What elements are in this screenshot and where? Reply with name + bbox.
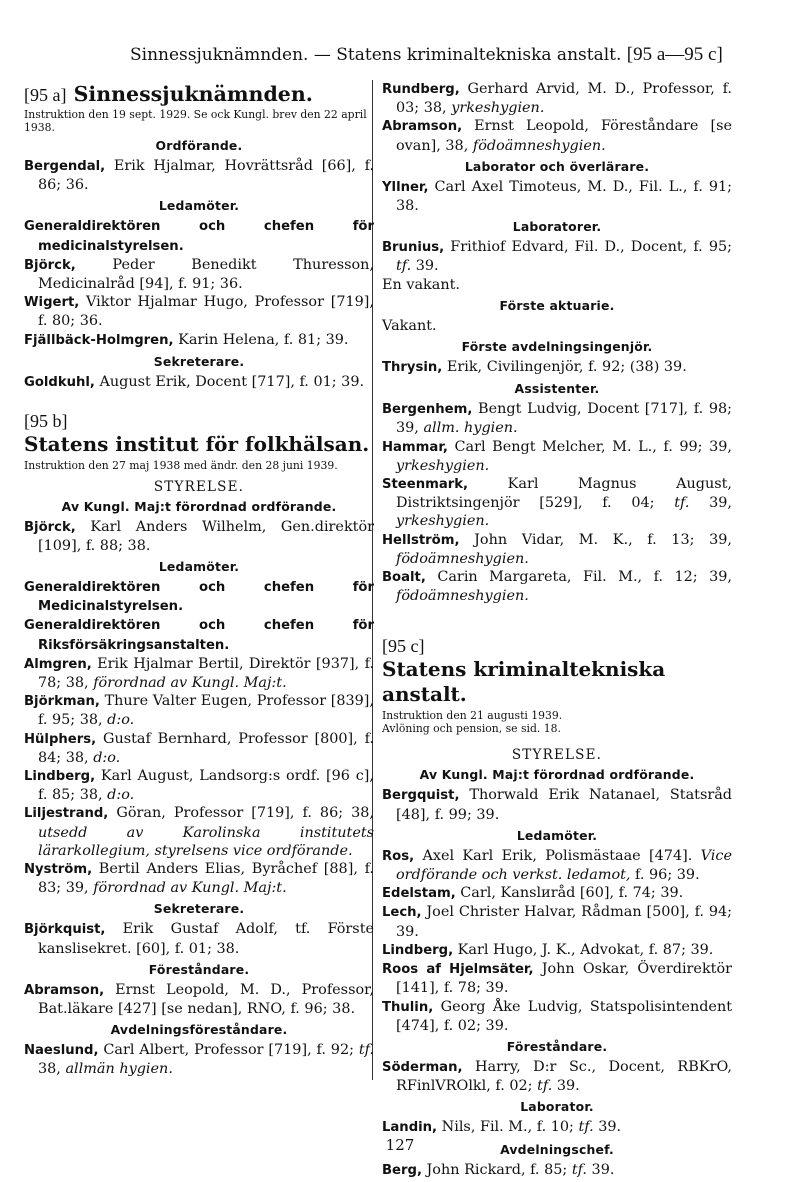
page-number: 127: [385, 1136, 415, 1154]
entry-details: Erik, Civilingenjör, f. 92; (38) 39.: [442, 359, 687, 376]
entry: [382, 1058, 732, 1095]
running-header: [130, 44, 730, 66]
entry-name: Thulin,: [382, 999, 434, 1015]
entry-name: Rundberg,: [382, 82, 460, 97]
entry-details: 38,: [38, 1061, 66, 1078]
entry-details: Erik Hjalmar, Hovrättsråd [66], f. 86; 36.: [38, 158, 374, 194]
entry-details: 39.: [593, 1119, 622, 1136]
entry: [24, 578, 374, 616]
entry-note: tf.: [571, 1161, 587, 1178]
entry-name: Abramson,: [382, 119, 463, 135]
heading-forestandare: Föreståndare.: [506, 1038, 608, 1054]
entry-name: Generaldirektören och chefen för medicinalstyrelsen.: [24, 219, 374, 254]
entry-details: Göran, Professor [719], f. 86; 38,: [108, 805, 374, 822]
entry: [24, 616, 374, 654]
entry-note: födoämneshygien.: [396, 550, 529, 567]
entry-details: Gerhard Arvid, M. D., Professor, f. 03; 38,: [396, 81, 732, 117]
heading-laboratorer: Laboratorer.: [512, 219, 602, 235]
entry-name: Lech,: [382, 905, 422, 921]
entry-note: tf.: [396, 258, 412, 275]
heading-ledamoter: Ledamöter.: [158, 558, 240, 574]
entry: [24, 692, 374, 729]
heading-styrelse: STYRELSE.: [511, 747, 603, 764]
entry: [24, 217, 374, 255]
entry-name: Hammar,: [382, 439, 448, 455]
entry-name: Naeslund,: [24, 1043, 99, 1059]
entry: [24, 256, 374, 293]
entry-note: yrkeshygien.: [396, 457, 490, 474]
entry-details: 39.: [552, 1078, 580, 1095]
heading-forste-aktuarie: Förste aktuarie.: [499, 297, 615, 313]
entry-name: Roos af Hjelmsäter,: [382, 962, 534, 978]
section-gap: [382, 605, 732, 617]
entry-name: Liljestrand,: [24, 806, 109, 822]
entry-note: födoämneshygien.: [472, 137, 606, 154]
heading-ledamoter: Ledamöter.: [158, 198, 240, 214]
entry-name: Wigert,: [24, 295, 80, 311]
entry-note: d:o.: [107, 787, 135, 804]
section-ref: [95 a]: [24, 85, 67, 105]
entry-note: allm. hygien.: [423, 420, 518, 437]
heading-sekreterare: Sekreterare.: [153, 901, 245, 917]
entry: [382, 238, 732, 275]
heading-forestandare: Föreståndare.: [148, 961, 250, 977]
entry-name: Almgren,: [24, 656, 92, 672]
entry: [382, 1118, 732, 1137]
entry: [24, 804, 374, 860]
entry: [24, 981, 374, 1018]
section-ref: [95 c]: [382, 636, 425, 657]
instruction-note: Instruktion den 27 maj 1938 med ändr. den 28 juni 1939.: [24, 459, 338, 473]
header-section-ref: [95 a—95 c]: [626, 44, 723, 65]
entry: [382, 117, 732, 154]
entry-note: yrkeshygien.: [396, 513, 490, 530]
entry: [24, 331, 374, 350]
entry-details: f. 96; 39.: [630, 867, 700, 884]
entry-details: Axel Karl Erik, Polismästaae [474].: [414, 847, 701, 864]
entry: [382, 80, 732, 117]
instruction-note: Instruktion den 21 augusti 1939.: [382, 709, 563, 723]
heading-ordforande: Ordförande.: [155, 138, 243, 153]
entry: [382, 178, 732, 215]
entry: [24, 293, 374, 330]
entry-details: Karl Hugo, J. K., Advokat, f. 87; 39.: [453, 941, 714, 958]
entry: [382, 998, 732, 1035]
entry-note: tf.: [578, 1119, 594, 1136]
entry-details: Carl Bengt Melcher, M. L., f. 99; 39,: [447, 438, 732, 455]
entry-name: Abramson,: [24, 982, 105, 998]
entry: [24, 860, 374, 897]
entry-name: Lindberg,: [382, 942, 454, 958]
entry-name: Yllner,: [382, 179, 429, 195]
entry-details: Bengt Ludvig, Docent [717], f. 98; 39,: [396, 401, 732, 437]
entry-details: Georg Åke Ludvig, Statspolisintendent [474], f. 02; 39.: [396, 998, 732, 1034]
heading-av-kungl: Av Kungl. Maj:t förordnad ordförande.: [61, 498, 337, 514]
entry: [382, 960, 732, 997]
section-95a-title-line: [24, 82, 374, 108]
entry-details: Carl, Kanslиråd [60], f. 74; 39.: [455, 885, 684, 902]
entry-details: Nils, Fil. M., f. 10;: [437, 1119, 579, 1136]
entry-note: tf.: [358, 1042, 374, 1059]
entry-name: Bergenhem,: [382, 402, 473, 418]
entry-note: d:o.: [107, 712, 135, 729]
instruction-note: Instruktion den 19 sept. 1929. Se ock Kungl. brev den 22 april 1938.: [24, 108, 367, 134]
section-title: Statens kriminaltekniska anstalt.: [382, 657, 666, 707]
entry: [382, 438, 732, 475]
entry-name: Landin,: [382, 1120, 438, 1136]
entry-details: Harry, D:r Sc., Docent, RBKrO, RFinlVROlkl, f. 02;: [396, 1058, 732, 1095]
entry-name: Fjällbäck-Holmgren,: [24, 332, 174, 348]
entry-details: 39.: [411, 258, 439, 275]
section-ref: [95 b]: [24, 411, 68, 432]
entry-details: Viktor Hjalmar Hugo, Professor [719], f. 80; 36.: [38, 294, 374, 330]
entry-note: förordnad av Kungl. Maj:t.: [93, 880, 287, 897]
header-title: Sinnessjuknämnden. — Statens kriminaltekniska anstalt.: [130, 45, 622, 65]
heading-styrelse: STYRELSE.: [153, 478, 245, 495]
entry-details: Ernst Leopold, Föreståndare [se ovan], 38,: [396, 118, 732, 154]
heading-forste-avdelningsingenjor: Förste avdelningsingenjör.: [461, 339, 653, 355]
entry-details: John Rickard, f. 85;: [421, 1161, 572, 1178]
entry: [382, 358, 732, 377]
entry-details: John Oskar, Överdirektör [141], f. 78; 39.: [396, 961, 732, 997]
right-column: [382, 80, 732, 1180]
section-title: Sinnessjuknämnden.: [73, 82, 313, 106]
entry-details: Ernst Leopold, M. D., Professor, Bat.läkare [427] [se nedan], RNO, f. 96; 38.: [38, 981, 374, 1017]
entry-name: Nyström,: [24, 861, 93, 877]
entry: [382, 884, 732, 903]
heading-laborator: Laborator.: [520, 1099, 594, 1115]
entry-details: Peder Benedikt Thuresson, Medicinalråd [94], f. 91; 36.: [38, 256, 374, 293]
entry-details: Carl Albert, Professor [719], f. 92;: [98, 1042, 359, 1059]
entry-name: Hellström,: [382, 532, 460, 548]
entry-name: Bergquist,: [382, 788, 460, 804]
entry-details: August Erik, Docent [717], f. 01; 39.: [94, 373, 365, 390]
instruction-note: Avlöning och pension, se sid. 18.: [382, 721, 561, 735]
entry-details: Karl Magnus August, Distriktsingenjör [529], f. 04;: [396, 476, 732, 512]
entry: [382, 531, 732, 568]
entry-details: Joel Christer Halvar, Rådman [500], f. 94; 39.: [396, 904, 732, 940]
entry-details: Thorwald Erik Natanael, Statsråd [48], f. 99; 39.: [396, 787, 732, 823]
entry: [382, 400, 732, 437]
entry-details: Carin Margareta, Fil. M., f. 12; 39,: [425, 569, 732, 586]
heading-sekreterare: Sekreterare.: [153, 353, 245, 369]
entry-note: d:o.: [93, 749, 121, 766]
vacancy-text: Vakant.: [382, 317, 437, 334]
entry: [382, 475, 732, 531]
entry-note: Vice ordförande och verkst. ledamot,: [396, 847, 732, 884]
entry-details: Karin Helena, f. 81; 39.: [173, 331, 349, 348]
entry: [24, 730, 374, 767]
entry: [382, 1161, 732, 1180]
entry-details: 39.: [586, 1161, 615, 1178]
entry-note: yrkeshygien.: [451, 100, 545, 117]
heading-assistenter: Assistenter.: [514, 381, 600, 397]
entry-name: Bergendal,: [24, 159, 106, 174]
section-gap: [382, 617, 732, 629]
entry: [24, 655, 374, 692]
entry: [382, 568, 732, 605]
entry-details: Gustaf Bernhard, Professor [800], f. 84; 38,: [38, 730, 374, 766]
entry-name: Lindberg,: [24, 768, 96, 784]
entry-name: Brunius,: [382, 240, 445, 256]
left-column: [24, 80, 374, 1079]
entry-name: Generaldirektören och chefen för Riksförsäkringsanstalten.: [24, 618, 374, 653]
entry-details: Karl August, Landsorg:s ordf. [96 c], f. 85; 38,: [38, 767, 374, 804]
entry-details: Frithiof Edvard, Fil. D., Docent, f. 95;: [444, 239, 732, 256]
section-title: Statens institut för folkhälsan.: [24, 432, 370, 457]
heading-ledamoter: Ledamöter.: [516, 827, 598, 843]
entry-details: Erik Gustaf Adolf, tf. Förste kanslisekret. [60], f. 01; 38.: [38, 921, 374, 957]
entry-note: tf.: [537, 1078, 553, 1095]
heading-av-kungl: Av Kungl. Maj:t förordnad ordförande.: [419, 767, 695, 783]
entry-name: Björkquist,: [24, 922, 106, 938]
entry-name: Steenmark,: [382, 477, 469, 493]
entry: [24, 518, 374, 555]
entry-details: John Vidar, M. K., f. 13; 39,: [459, 531, 732, 548]
entry-name: Hülphers,: [24, 731, 97, 747]
entry-note: förordnad av Kungl. Maj:t.: [93, 674, 287, 691]
section-gap: [24, 392, 374, 404]
entry-name: Generaldirektören och chefen för Medicinalstyrelsen.: [24, 579, 374, 615]
entry: [382, 903, 732, 940]
entry-name: Björck,: [24, 519, 76, 535]
vacancy-text: En vakant.: [382, 276, 460, 293]
heading-laborator-overlarare: Laborator och överlärare.: [464, 158, 650, 174]
entry-note: utsedd av Karolinska institutets lärarkollegium, styrelsens vice ordförande.: [38, 824, 374, 859]
entry-name: Ros,: [382, 848, 415, 864]
entry-details: Carl Axel Timoteus, M. D., Fil. L., f. 91; 38.: [396, 178, 732, 215]
entry-name: Edelstam,: [382, 886, 456, 902]
entry: [24, 373, 374, 392]
heading-avdelningsforestandare: Avdelningsföreståndare.: [110, 1022, 288, 1038]
entry-note: tf.: [674, 495, 690, 512]
entry-note: allmän hygien.: [65, 1061, 173, 1078]
entry: [24, 1041, 374, 1078]
entry: [382, 941, 732, 960]
entry-name: Björkman,: [24, 694, 100, 710]
entry: [24, 157, 374, 194]
entry-details: 39,: [689, 495, 732, 512]
entry-name: Thrysin,: [382, 360, 443, 376]
entry-name: Boalt,: [382, 570, 426, 586]
entry-name: Berg,: [382, 1162, 422, 1178]
entry-name: Björck,: [24, 257, 76, 273]
entry-details: Karl Anders Wilhelm, Gen.direktör [109], f. 88; 38.: [38, 518, 374, 554]
entry-details: Thure Valter Eugen, Professor [839], f. 95; 38,: [38, 693, 374, 729]
entry: [24, 920, 374, 957]
entry-note: födoämneshygien.: [396, 588, 529, 605]
entry-name: Goldkuhl,: [24, 374, 95, 390]
entry-details: Erik Hjalmar Bertil, Direktör [937], f. 78; 38,: [38, 655, 374, 691]
entry-name: Söderman,: [382, 1059, 463, 1075]
entry: [24, 767, 374, 804]
entry-details: Bertil Anders Elias, Byråchef [88], f. 83; 39,: [38, 860, 374, 897]
entry: [382, 847, 732, 884]
entry: [382, 786, 732, 823]
heading-avdelningschef: Avdelningschef.: [500, 1141, 614, 1157]
